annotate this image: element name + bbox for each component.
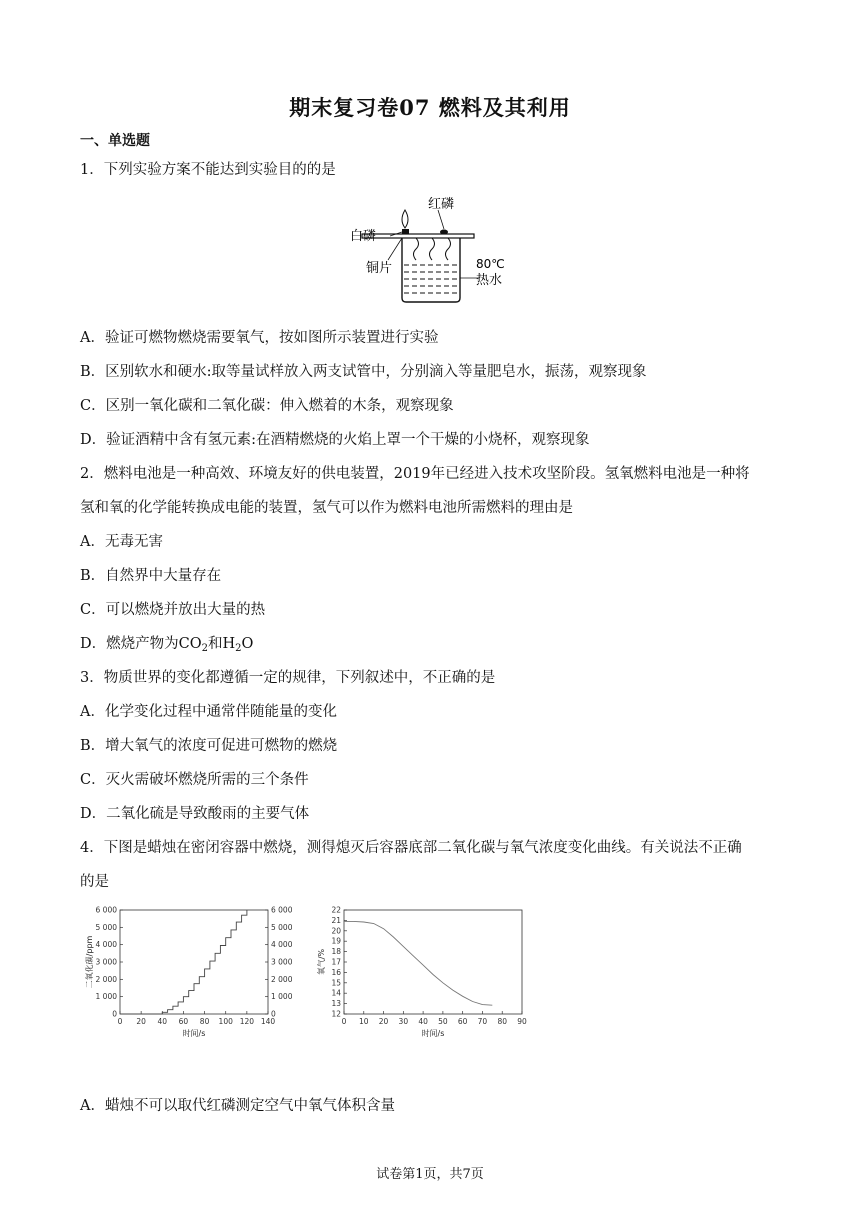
y-tick-label-right: 5 000 [271, 922, 293, 932]
x-tick-label: 60 [457, 1017, 468, 1026]
y-tick-label-right: 0 [271, 1009, 276, 1019]
x-axis-label: 时间/s [421, 1029, 445, 1038]
y-tick-label: 16 [331, 967, 341, 977]
y-tick-label: 19 [331, 936, 341, 946]
q1-option-b: B．区别软水和硬水:取等量试样放入两支试管中，分别滴入等量肥皂水，振荡，观察现象 [80, 364, 647, 380]
x-tick-label: 40 [157, 1017, 168, 1026]
y-tick-label: 12 [331, 1009, 341, 1019]
q2-option-d: D．燃烧产物为$CO_2$和$H_2O$ [80, 636, 254, 654]
series-line [344, 921, 492, 1005]
x-tick-label: 70 [477, 1017, 488, 1026]
flame-icon [402, 210, 408, 228]
plot-frame [120, 910, 268, 1014]
beaker [402, 238, 460, 302]
label-temperature: 80℃ [476, 257, 505, 271]
y-tick-label: 5 000 [95, 922, 117, 932]
question-1-stem: 1．下列实验方案不能达到实验目的的是 [80, 162, 336, 178]
page-title: 期末复习卷07 燃料及其利用 [289, 95, 571, 120]
question-3-stem: 3．物质世界的变化都遵循一定的规律，下列叙述中，不正确的是 [80, 670, 496, 686]
y-tick-label: 18 [331, 947, 341, 957]
question-2-stem-line1: 2．燃料电池是一种高效、环境友好的供电装置，2019年已经进入技术攻坚阶段。氢氧燃料电池是一种将 [80, 466, 750, 482]
y-tick-label-right: 1 000 [271, 992, 293, 1002]
label-white-phosphorus: 白磷 [350, 229, 377, 244]
y-tick-label: 2 000 [95, 974, 117, 984]
copper-plate [362, 234, 474, 238]
plot-frame [344, 910, 522, 1014]
label-copper-plate: 铜片 [366, 261, 393, 276]
co2-chart [82, 902, 304, 1040]
x-tick-label: 50 [438, 1017, 448, 1026]
x-tick-label: 100 [218, 1017, 233, 1026]
y-tick-label: 6 000 [95, 905, 117, 915]
q3-option-d: D．二氧化硫是导致酸雨的主要气体 [80, 806, 310, 822]
y-tick-label: 22 [331, 905, 341, 915]
q1-option-d: D．验证酒精中含有氢元素:在酒精燃烧的火焰上罩一个干燥的小烧杯，观察现象 [80, 432, 590, 448]
q3-option-c: C．灭火需破坏燃烧所需的三个条件 [80, 772, 309, 788]
y-tick-label-right: 6 000 [271, 905, 293, 915]
question-4-stem-line1: 4．下图是蜡烛在密闭容器中燃烧，测得熄灭后容器底部二氧化碳与氧气浓度变化曲线。有关说法不正确 [80, 840, 742, 856]
steam [414, 238, 451, 260]
question-2-stem-line2: 氢和氧的化学能转换成电能的装置，氢气可以作为燃料电池所需燃料的理由是 [80, 500, 573, 516]
page-footer: 试卷第1页，共7页 [376, 1167, 484, 1182]
question-4-stem-line2: 的是 [80, 874, 109, 890]
section-heading: 一、单选题 [80, 133, 150, 149]
q3-option-b: B．增大氧气的浓度可促进可燃物的燃烧 [80, 738, 338, 754]
y-tick-label: 20 [331, 926, 341, 936]
oxygen-chart [316, 902, 530, 1040]
y-tick-label: 15 [331, 978, 341, 988]
y-tick-label-right: 2 000 [271, 974, 293, 984]
series-line [120, 910, 247, 1014]
x-tick-label: 40 [418, 1017, 428, 1026]
x-tick-label: 80 [497, 1017, 507, 1026]
y-tick-label: 4 000 [95, 940, 117, 950]
y-tick-label-right: 3 000 [271, 957, 293, 967]
q4-option-a: A．蜡烛不可以取代红磷测定空气中氧气体积含量 [80, 1098, 395, 1114]
y-axis-label: 二氧化碳/ppm [85, 935, 94, 989]
x-tick-label: 90 [517, 1017, 527, 1026]
label-red-phosphorus: 红磷 [428, 197, 455, 212]
white-phosphorus [402, 229, 409, 234]
x-tick-label: 10 [359, 1017, 369, 1026]
y-tick-label: 3 000 [95, 957, 117, 967]
x-tick-label: 20 [378, 1017, 389, 1026]
x-tick-label: 30 [398, 1017, 409, 1026]
hot-water [404, 265, 458, 293]
label-hot-water: 热水 [476, 273, 503, 288]
y-tick-label: 1 000 [95, 992, 117, 1002]
apparatus-figure [340, 190, 520, 310]
y-tick-label: 0 [112, 1009, 117, 1019]
q2-option-b: B．自然界中大量存在 [80, 568, 222, 584]
x-tick-label: 120 [239, 1017, 255, 1026]
y-tick-label: 21 [331, 915, 341, 925]
q3-option-a: A．化学变化过程中通常伴随能量的变化 [80, 704, 337, 720]
q1-option-a: A．验证可燃物燃烧需要氧气，按如图所示装置进行实验 [80, 330, 439, 346]
x-axis-label: 时间/s [182, 1029, 206, 1038]
y-tick-label: 14 [331, 988, 341, 998]
x-tick-label: 20 [136, 1017, 146, 1026]
x-tick-label: 60 [178, 1017, 189, 1026]
x-tick-label: 140 [260, 1017, 276, 1026]
red-phosphorus [440, 230, 448, 235]
x-tick-label: 0 [117, 1017, 123, 1026]
q2-option-a: A．无毒无害 [80, 534, 163, 550]
q1-option-c: C．区别一氧化碳和二氧化碳：伸入燃着的木条，观察现象 [80, 398, 454, 414]
x-tick-label: 80 [199, 1017, 210, 1026]
y-tick-label: 17 [331, 957, 341, 967]
y-axis-label: 氧气/% [317, 948, 326, 976]
y-tick-label: 13 [331, 999, 341, 1009]
y-tick-label-right: 4 000 [271, 940, 293, 950]
q2-option-c: C．可以燃烧并放出大量的热 [80, 602, 266, 618]
x-tick-label: 0 [341, 1017, 347, 1026]
